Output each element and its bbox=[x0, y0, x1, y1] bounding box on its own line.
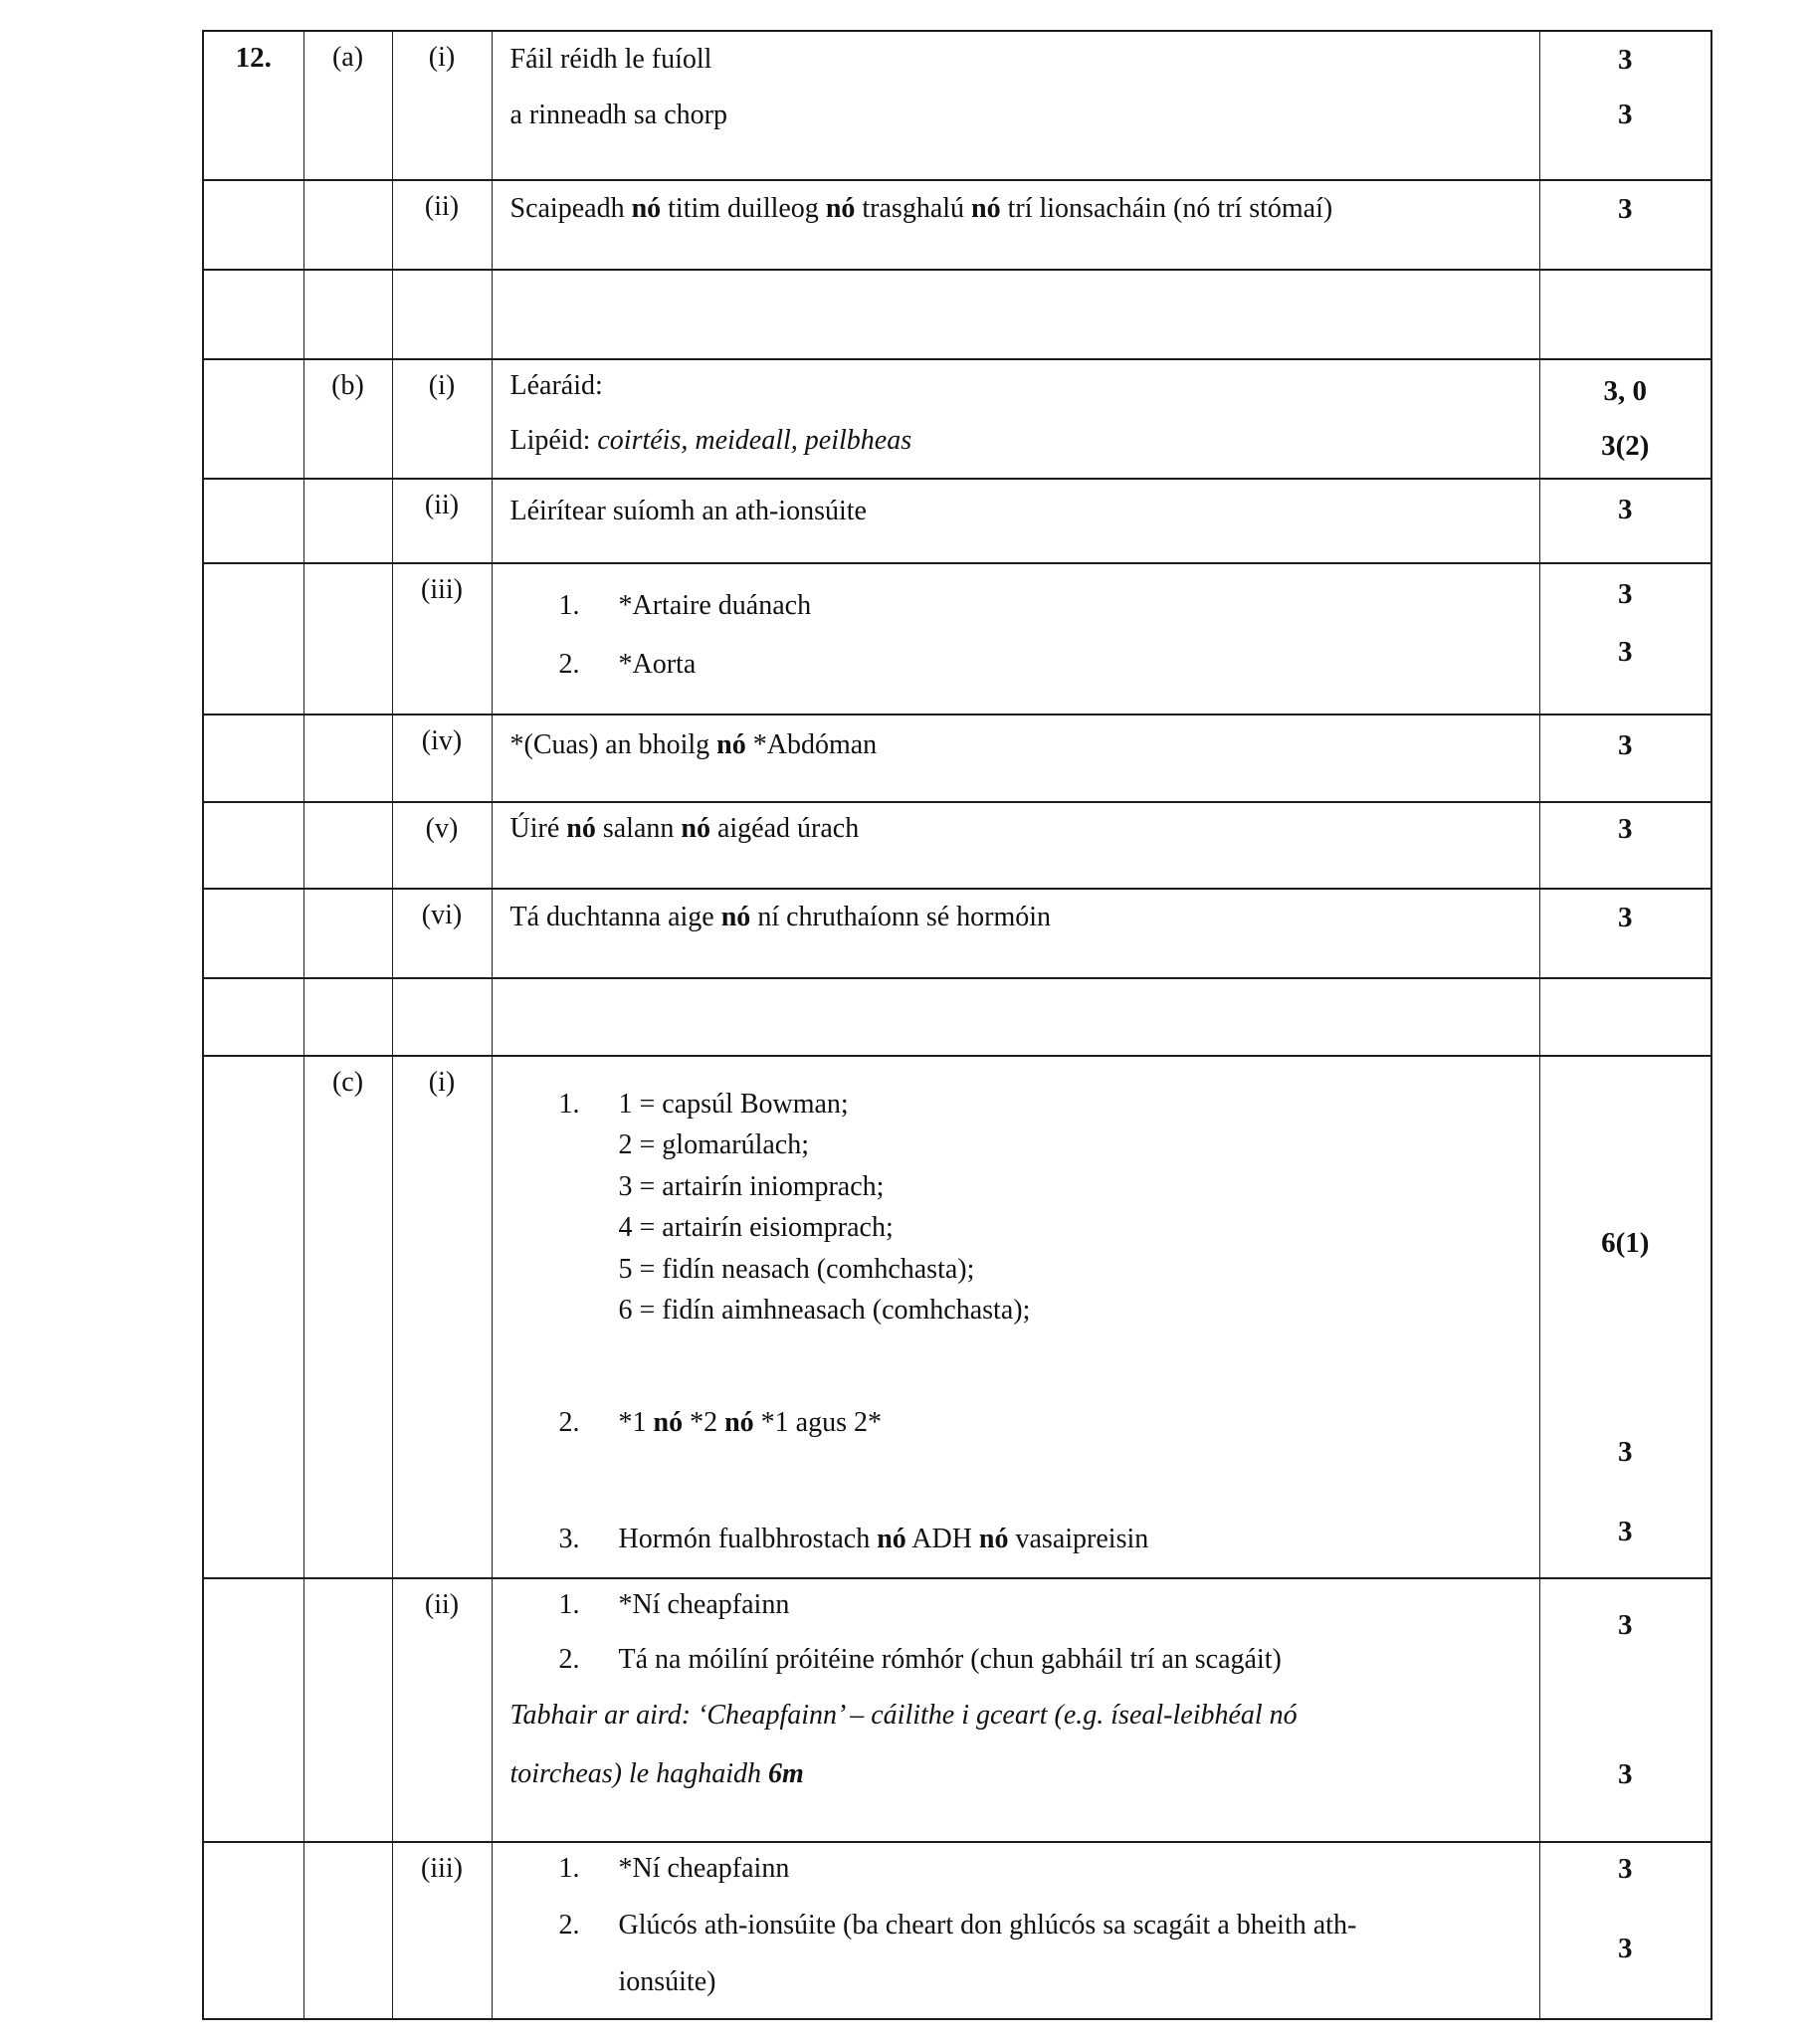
answer-line bbox=[493, 1849, 1533, 1889]
marks-cell bbox=[1539, 1578, 1711, 1842]
answer-line bbox=[493, 366, 1533, 406]
answer-line bbox=[493, 1696, 1533, 1736]
answer-text bbox=[493, 725, 1533, 765]
text-segment: nó bbox=[825, 193, 856, 224]
list-marker: 1. bbox=[558, 1589, 580, 1620]
part-cell bbox=[303, 802, 392, 889]
question-cell bbox=[203, 802, 303, 889]
mark-value: 3 bbox=[1618, 494, 1633, 525]
text-segment: nó bbox=[653, 1407, 684, 1438]
marks-cell bbox=[1539, 180, 1711, 270]
marks-cell bbox=[1539, 802, 1711, 889]
part-cell bbox=[303, 1578, 392, 1842]
content-cell bbox=[492, 563, 1539, 715]
answer-text bbox=[493, 809, 1533, 849]
part-cell bbox=[303, 479, 392, 563]
text-segment: *Abdóman bbox=[745, 729, 878, 760]
text-segment: ADH bbox=[905, 1524, 979, 1554]
answer-text bbox=[493, 1585, 1533, 1625]
text-segment: Tabhair ar aird: ‘Cheapfainn’ – cáilithe i gceart (e.g. íseal-leibhéal nó bbox=[509, 1700, 1298, 1731]
mark-value: 3, 0 bbox=[1603, 375, 1647, 407]
marks-cell bbox=[1539, 563, 1711, 715]
text-segment: Léirítear suíomh an ath-ionsúite bbox=[509, 496, 867, 526]
question-cell bbox=[203, 1578, 303, 1842]
answer-text bbox=[493, 1906, 1533, 1945]
answer-line bbox=[493, 586, 1533, 626]
text-segment: 6 = fidín aimhneasach (comhchasta); bbox=[618, 1295, 1031, 1326]
subpart-cell bbox=[392, 479, 492, 563]
mark-value: 3 bbox=[1618, 813, 1633, 845]
subpart-cell bbox=[392, 802, 492, 889]
content-cell bbox=[492, 359, 1539, 479]
answer-line bbox=[493, 1125, 1533, 1165]
mark-value: 3 bbox=[1618, 578, 1633, 610]
subpart-cell bbox=[392, 715, 492, 802]
answer-line bbox=[493, 96, 1533, 135]
question-cell bbox=[203, 31, 303, 180]
table-row bbox=[203, 802, 1711, 889]
mark-value: 3 bbox=[1618, 902, 1633, 933]
mark-value: 3 bbox=[1618, 44, 1633, 76]
text-segment: Úiré bbox=[509, 813, 567, 844]
table-row bbox=[203, 889, 1711, 978]
question-cell bbox=[203, 889, 303, 978]
text-segment: aigéad úrach bbox=[709, 813, 860, 844]
answer-text bbox=[493, 366, 1533, 406]
part-cell bbox=[303, 31, 392, 180]
table-row bbox=[203, 1578, 1711, 1842]
mark-value: 3 bbox=[1618, 729, 1633, 761]
list-marker: 2. bbox=[558, 1407, 580, 1438]
subpart-cell bbox=[392, 1578, 492, 1842]
table-row bbox=[203, 1056, 1711, 1578]
answer-line bbox=[493, 1906, 1533, 1945]
content-cell bbox=[492, 1056, 1539, 1578]
text-segment: *Artaire duánach bbox=[618, 590, 812, 621]
content-cell bbox=[492, 978, 1539, 1056]
content-cell bbox=[492, 479, 1539, 563]
mark-value: 3 bbox=[1618, 193, 1633, 225]
text-segment: 4 = artairín eisiomprach; bbox=[618, 1212, 894, 1243]
table-row bbox=[203, 180, 1711, 270]
answer-text bbox=[493, 189, 1533, 229]
answer-line bbox=[493, 898, 1533, 937]
part-label: (b) bbox=[331, 370, 364, 401]
answer-line bbox=[493, 40, 1533, 80]
content-cell bbox=[492, 31, 1539, 180]
content-cell bbox=[492, 180, 1539, 270]
subpart-label: (iii) bbox=[421, 1853, 463, 1884]
table-row bbox=[203, 270, 1711, 359]
text-segment: Léaráid: bbox=[509, 370, 603, 401]
answer-line bbox=[493, 1085, 1533, 1124]
table-row bbox=[203, 563, 1711, 715]
subpart-cell bbox=[392, 1842, 492, 2019]
text-segment: 1 = capsúl Bowman; bbox=[618, 1089, 849, 1120]
subpart-label: (ii) bbox=[424, 1589, 460, 1620]
question-cell bbox=[203, 180, 303, 270]
answer-line bbox=[493, 809, 1533, 849]
question-cell bbox=[203, 1842, 303, 2019]
question-cell bbox=[203, 715, 303, 802]
list-marker: 2. bbox=[558, 649, 580, 680]
question-number: 12. bbox=[235, 42, 272, 74]
text-segment: a rinneadh sa chorp bbox=[509, 100, 727, 130]
answer-line bbox=[493, 725, 1533, 765]
mark-value: 3 bbox=[1618, 636, 1633, 668]
mark-value: 3 bbox=[1618, 99, 1633, 130]
subpart-label: (vi) bbox=[421, 900, 463, 930]
text-segment: nó bbox=[720, 902, 751, 932]
part-cell bbox=[303, 715, 392, 802]
answer-line bbox=[493, 1640, 1533, 1680]
answer-text bbox=[493, 421, 1533, 461]
subpart-cell bbox=[392, 180, 492, 270]
part-cell bbox=[303, 1056, 392, 1578]
answer-text bbox=[493, 1403, 1533, 1443]
answer-line bbox=[493, 1208, 1533, 1248]
text-segment: 3 = artairín iniomprach; bbox=[618, 1171, 885, 1202]
text-segment: Scaipeadh bbox=[509, 193, 632, 224]
mark-value: 3 bbox=[1618, 1516, 1633, 1547]
answer-text bbox=[493, 1849, 1533, 1889]
content-cell bbox=[492, 270, 1539, 359]
text-segment: 5 = fidín neasach (comhchasta); bbox=[618, 1254, 975, 1285]
part-label: (c) bbox=[331, 1067, 364, 1098]
part-label: (a) bbox=[331, 42, 364, 73]
list-marker: 1. bbox=[558, 1853, 580, 1884]
list-marker: 2. bbox=[558, 1644, 580, 1675]
answer-text bbox=[493, 492, 1533, 531]
text-segment: 6m bbox=[767, 1758, 804, 1789]
text-segment: nó bbox=[971, 193, 1001, 224]
answer-text bbox=[493, 1754, 1533, 1794]
text-segment: *2 bbox=[683, 1407, 725, 1438]
mark-value: 3 bbox=[1618, 1933, 1633, 1964]
text-segment: *Ní cheapfainn bbox=[618, 1589, 790, 1620]
text-segment: coirtéis, meideall, peilbheas bbox=[597, 425, 912, 456]
answer-text bbox=[493, 1125, 1533, 1165]
answer-text bbox=[493, 586, 1533, 626]
answer-text bbox=[493, 96, 1533, 135]
mark-value: 6(1) bbox=[1601, 1227, 1650, 1259]
text-segment: vasaipreisin bbox=[1008, 1524, 1149, 1554]
text-segment: *1 bbox=[618, 1407, 654, 1438]
answer-line bbox=[493, 492, 1533, 531]
subpart-cell bbox=[392, 31, 492, 180]
table-row bbox=[203, 479, 1711, 563]
text-segment: *1 agus 2* bbox=[753, 1407, 882, 1438]
text-segment: ionsúite) bbox=[618, 1966, 716, 1997]
marks-cell bbox=[1539, 31, 1711, 180]
question-cell bbox=[203, 1056, 303, 1578]
answer-line bbox=[493, 1291, 1533, 1330]
part-cell bbox=[303, 270, 392, 359]
text-segment: ní chruthaíonn sé hormóin bbox=[750, 902, 1052, 932]
answer-text bbox=[493, 1520, 1533, 1559]
answer-text bbox=[493, 1250, 1533, 1290]
part-cell bbox=[303, 563, 392, 715]
part-cell bbox=[303, 889, 392, 978]
answer-text bbox=[493, 1167, 1533, 1207]
question-cell bbox=[203, 359, 303, 479]
subpart-cell bbox=[392, 359, 492, 479]
subpart-cell bbox=[392, 978, 492, 1056]
subpart-cell bbox=[392, 270, 492, 359]
part-cell bbox=[303, 978, 392, 1056]
text-segment: trasghalú bbox=[855, 193, 972, 224]
subpart-label: (iii) bbox=[421, 574, 463, 605]
text-segment: Tá duchtanna aige bbox=[509, 902, 721, 932]
content-cell bbox=[492, 1842, 1539, 2019]
text-segment: nó bbox=[724, 1407, 754, 1438]
text-segment: Hormón fualbhrostach bbox=[618, 1524, 878, 1554]
text-segment: *Aorta bbox=[618, 649, 697, 680]
answer-line bbox=[493, 189, 1533, 229]
text-segment: 2 = glomarúlach; bbox=[618, 1129, 810, 1160]
content-cell bbox=[492, 715, 1539, 802]
subpart-cell bbox=[392, 1056, 492, 1578]
answer-text bbox=[493, 1640, 1533, 1680]
subpart-label: (ii) bbox=[424, 490, 460, 520]
text-segment: Tá na móilíní próitéine rómhór (chun gabháil trí an scagáit) bbox=[618, 1644, 1282, 1675]
text-segment: Glúcós ath-ionsúite (ba cheart don ghlúcós sa scagáit a bheith ath- bbox=[618, 1910, 1357, 1941]
answer-text bbox=[493, 1696, 1533, 1736]
answer-line bbox=[493, 645, 1533, 685]
question-cell bbox=[203, 479, 303, 563]
mark-value: 3 bbox=[1618, 1436, 1633, 1468]
marks-cell bbox=[1539, 270, 1711, 359]
part-cell bbox=[303, 180, 392, 270]
marks-cell bbox=[1539, 479, 1711, 563]
subpart-label: (ii) bbox=[424, 191, 460, 222]
content-cell bbox=[492, 1578, 1539, 1842]
question-cell bbox=[203, 978, 303, 1056]
question-cell bbox=[203, 270, 303, 359]
text-segment: nó bbox=[681, 813, 710, 844]
answer-line bbox=[493, 1520, 1533, 1559]
table-row bbox=[203, 359, 1711, 479]
answer-text bbox=[493, 1208, 1533, 1248]
content-cell bbox=[492, 802, 1539, 889]
answer-text bbox=[493, 898, 1533, 937]
text-segment: nó bbox=[631, 193, 662, 224]
text-segment: nó bbox=[716, 729, 746, 760]
marking-scheme-table bbox=[202, 30, 1712, 2020]
answer-line bbox=[493, 1250, 1533, 1290]
subpart-label: (i) bbox=[428, 370, 456, 401]
marks-cell bbox=[1539, 978, 1711, 1056]
list-marker: 1. bbox=[558, 590, 580, 621]
text-segment: *Ní cheapfainn bbox=[618, 1853, 790, 1884]
answer-text bbox=[493, 1291, 1533, 1330]
part-cell bbox=[303, 1842, 392, 2019]
text-segment: nó bbox=[978, 1524, 1009, 1554]
content-cell bbox=[492, 889, 1539, 978]
marks-cell bbox=[1539, 359, 1711, 479]
list-marker: 3. bbox=[558, 1524, 580, 1554]
list-marker: 1. bbox=[558, 1089, 580, 1120]
mark-value: 3 bbox=[1618, 1853, 1633, 1885]
answer-line bbox=[493, 1585, 1533, 1625]
answer-line bbox=[493, 1754, 1533, 1794]
text-segment: nó bbox=[566, 813, 596, 844]
text-segment: titim duilleog bbox=[661, 193, 826, 224]
table-row bbox=[203, 31, 1711, 180]
answer-line bbox=[493, 1962, 1533, 2002]
subpart-label: (v) bbox=[425, 813, 459, 844]
answer-text bbox=[493, 645, 1533, 685]
mark-value: 3 bbox=[1618, 1758, 1633, 1790]
answer-text bbox=[493, 1085, 1533, 1124]
subpart-cell bbox=[392, 889, 492, 978]
marks-cell bbox=[1539, 1842, 1711, 2019]
text-segment: *(Cuas) an bhoilg bbox=[509, 729, 717, 760]
text-segment: salann bbox=[595, 813, 682, 844]
subpart-label: (iv) bbox=[421, 725, 463, 756]
question-cell bbox=[203, 563, 303, 715]
marks-cell bbox=[1539, 715, 1711, 802]
subpart-label: (i) bbox=[428, 1067, 456, 1098]
mark-value: 3(2) bbox=[1601, 430, 1650, 462]
table-row bbox=[203, 978, 1711, 1056]
list-marker: 2. bbox=[558, 1910, 580, 1941]
table-row bbox=[203, 715, 1711, 802]
text-segment: Fáil réidh le fuíoll bbox=[509, 44, 712, 75]
subpart-label: (i) bbox=[428, 42, 456, 73]
subpart-cell bbox=[392, 563, 492, 715]
table-row bbox=[203, 1842, 1711, 2019]
mark-value: 3 bbox=[1618, 1609, 1633, 1641]
answer-text bbox=[493, 1962, 1533, 2002]
text-segment: nó bbox=[877, 1524, 906, 1554]
text-segment: trí lionsacháin (nó trí stómaí) bbox=[1000, 193, 1333, 224]
marks-cell bbox=[1539, 889, 1711, 978]
answer-line bbox=[493, 421, 1533, 461]
answer-line bbox=[493, 1403, 1533, 1443]
text-segment: Lipéid: bbox=[509, 425, 598, 456]
answer-line bbox=[493, 1167, 1533, 1207]
text-segment: toircheas) le haghaidh bbox=[509, 1758, 768, 1789]
answer-text bbox=[493, 40, 1533, 80]
part-cell bbox=[303, 359, 392, 479]
marks-cell bbox=[1539, 1056, 1711, 1578]
